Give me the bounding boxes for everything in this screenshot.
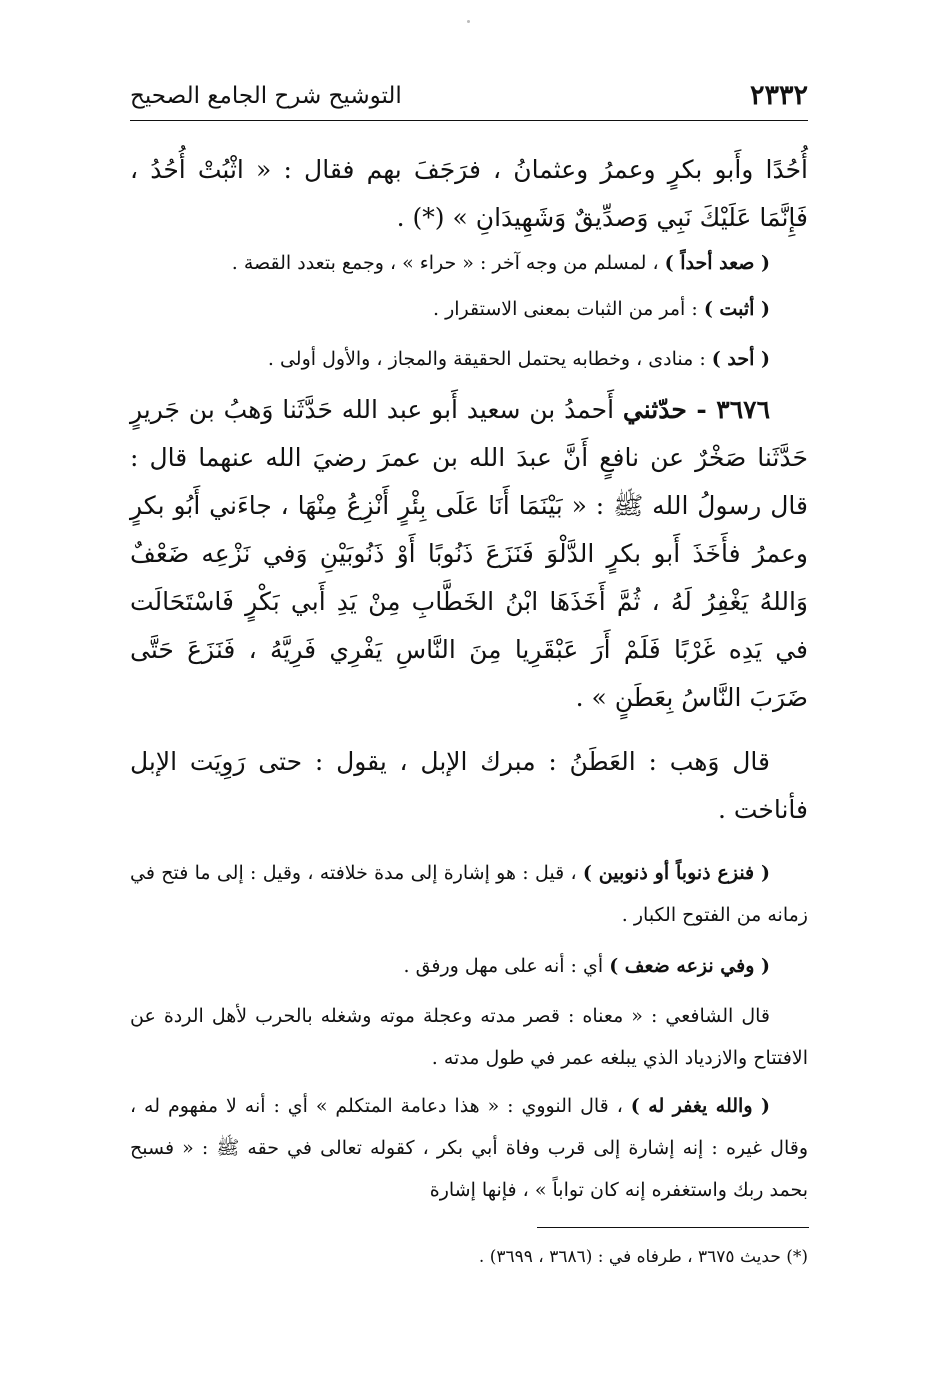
footnote-divider — [537, 1227, 809, 1228]
page-number: ٢٣٣٢ — [749, 80, 808, 111]
paragraph-commentary-2 — [130, 288, 808, 330]
commentary-text: أي : أنه على مهل ورفق . — [403, 955, 610, 977]
footnote: (*) حديث ٣٦٧٥ ، طرفاه في : (٣٦٨٦ ، ٣٦٩٩) . — [478, 1247, 808, 1267]
commentary-term: ( أثبت ) — [703, 298, 770, 320]
hadith-number: ٣٦٧٦ - حدّثني — [622, 395, 770, 424]
scan-dot — [467, 20, 470, 23]
commentary-text: ، لمسلم من وجه آخر : « حراء » ، وجمع بتعدد القصة . — [231, 252, 665, 274]
paragraph-commentary-4 — [130, 852, 808, 936]
running-title: التوشيح شرح الجامع الصحيح — [130, 83, 402, 109]
paragraph-shafii: قال الشافعي : « معناه : قصر مدته وعجلة موته وشغله بالحرب لأهل الردة عن الافتتاح والازدياد الذي يبلغه عمر في طول مدته . — [130, 1005, 808, 1069]
commentary-text: : منادى ، وخطابه يحتمل الحقيقة والمجاز ، والأول أولى . — [267, 348, 712, 370]
commentary-term: ( فنزع ذنوباً أو ذنوبين ) — [582, 862, 770, 884]
commentary-text: ، قيل : هو إشارة إلى مدة خلافته ، وقيل : إلى ما فتح في زمانه من الفتوح الكبار . — [130, 862, 808, 926]
paragraph-wahb-explanation: قال وَهب : العَطَنُ : مبرك الإبل ، يقول : حتى رَوِيَت الإبل فأناخت . — [130, 747, 808, 824]
page-header — [130, 76, 808, 121]
commentary-text: ، قال النووي : « هذا دعامة المتكلم » أي : أنه لا مفهوم له ، وقال غيره : إنه إشارة إلى قرب وفاة أبي بكر ، كقوله تعالى في حقه ﷺ : « فسبح بحمد ربك واستغفره إنه كان تواباً » ، فإنها إشارة — [130, 1095, 808, 1201]
paragraph-commentary-1 — [130, 242, 808, 284]
paragraph-commentary-5 — [130, 945, 808, 987]
commentary-term: ( صعد أحداً ) — [664, 252, 770, 274]
hadith-text: أَحمدُ بن سعيد أَبو عبد الله حَدَّثَنا وَهبُ بن جَريرٍ حَدَّثَنا صَخْرٌ عن نافعٍ أَنَّ عبدَ الله بن عمرَ رضيَ الله عنهما قال : قال رسولُ الله ﷺ : « بَيْنَمَا أَنَا عَلَى بِئْرٍ أَنْزِعُ مِنْهَا ، جاءَني أَبُو بكرٍ وعمرُ فأَخَذَ أَبو بكرٍ الدَّلْوَ فَنَزَعَ ذَنُوبًا أَوْ ذَنُوبَيْنِ وَفي نَزْعِه ضَعْفٌ وَاللهُ يَغْفِرُ لَهُ ، ثُمَّ أَخَذَهَا ابْنُ الخَطَّابِ مِنْ يَدِ أَبي بَكْرٍ فَاسْتَحَالَت في يَدِه غَرْبًا فَلَمْ أَرَ عَبْقَرِيا مِنَ النَّاسِ يَفْرِي فَرِيَّهُ ، فَنَزَعَ حَتَّى ضَرَبَ النَّاسُ بِعَطَنٍ » . — [130, 395, 808, 712]
paragraph-hadith-continuation: أُحُدًا وأَبو بكرٍ وعمرُ وعثمانُ ، فرَجَفَ بهم فقال : « اثْبُتْ أُحُدُ ، فَإِنَّمَا عَلَيْكَ نَبِي وَصدِّيقٌ وَشَهِيدَانِ » (*) . — [130, 155, 808, 232]
paragraph-commentary-6 — [130, 1085, 808, 1211]
commentary-text: : أمر من الثبات بمعنى الاستقرار . — [432, 298, 704, 320]
commentary-term: ( والله يغفر له ) — [630, 1095, 770, 1117]
commentary-term: ( أحد ) — [711, 348, 770, 370]
paragraph-commentary-3 — [130, 338, 808, 380]
paragraph-hadith-3676 — [130, 386, 808, 722]
commentary-term: ( وفي نزعه ضعف ) — [609, 955, 770, 977]
